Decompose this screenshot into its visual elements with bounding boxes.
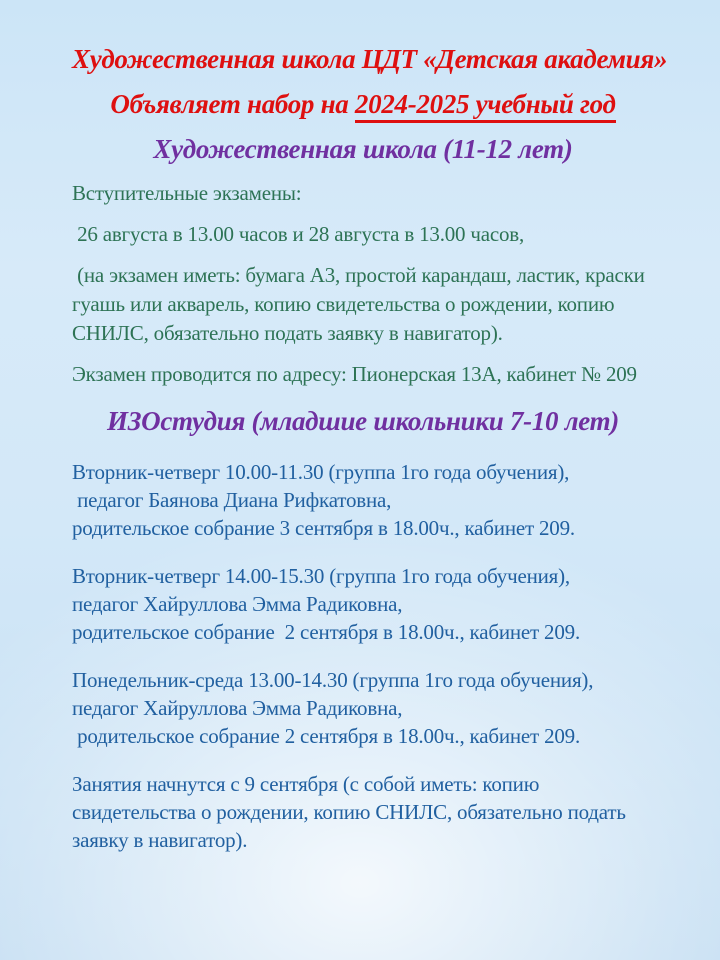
start-note: Занятия начнутся с 9 сентября (с собой иметь: копию свидетельства о рождении, копию СНИЛС, обязательно подать заявку в навигатор). bbox=[72, 772, 631, 852]
exams-heading: Вступительные экзамены: bbox=[72, 181, 302, 205]
exam-dates: 26 августа в 13.00 часов и 28 августа в 13.00 часов, bbox=[72, 222, 525, 246]
title-block bbox=[72, 42, 668, 166]
schedule-line: родительское собрание 2 сентября в 18.00ч., кабинет 209. bbox=[72, 724, 581, 748]
schedule-line: педагог Хайруллова Эмма Радиковна, bbox=[72, 696, 403, 720]
schedule-line: Вторник-четверг 10.00-11.30 (группа 1го года обучения), bbox=[72, 460, 570, 484]
schedule-line: Вторник-четверг 14.00-15.30 (группа 1го года обучения), bbox=[72, 564, 570, 588]
exam-address: Экзамен проводится по адресу: Пионерская 13А, кабинет № 209 bbox=[72, 362, 637, 386]
schedule-group-1 bbox=[72, 458, 654, 542]
main-title: Художественная школа ЦДТ «Детская академия» bbox=[72, 44, 668, 74]
schedule-line: родительское собрание 2 сентября в 18.00ч., кабинет 209. bbox=[72, 620, 581, 644]
schedule-group-2 bbox=[72, 562, 654, 646]
enrollment-title bbox=[72, 87, 654, 121]
izo-studio-heading: ИЗОстудия (младшие школьники 7-10 лет) bbox=[107, 406, 619, 436]
exams-section bbox=[72, 179, 654, 389]
schedule-line: Понедельник-среда 13.00-14.30 (группа 1го года обучения), bbox=[72, 668, 594, 692]
schedule-line: родительское собрание 3 сентября в 18.00ч., кабинет 209. bbox=[72, 516, 575, 540]
exam-requirements: (на экзамен иметь: бумага А3, простой карандаш, ластик, краски гуашь или акварель, копию свидетельства о рождении, копию СНИЛС, обязательно подать заявку в навигатор). bbox=[72, 263, 650, 345]
academic-year-underlined: 2024-2025 учебный год bbox=[355, 89, 616, 123]
schedule-line: педагог Хайруллова Эмма Радиковна, bbox=[72, 592, 403, 616]
schedule-line: педагог Баянова Диана Рифкатовна, bbox=[72, 488, 392, 512]
schedule-groups bbox=[72, 458, 654, 854]
schedule-group-3 bbox=[72, 666, 654, 750]
art-school-heading: Художественная школа (11-12 лет) bbox=[153, 134, 573, 164]
enrollment-title-prefix: Объявляет набор на bbox=[110, 89, 355, 119]
